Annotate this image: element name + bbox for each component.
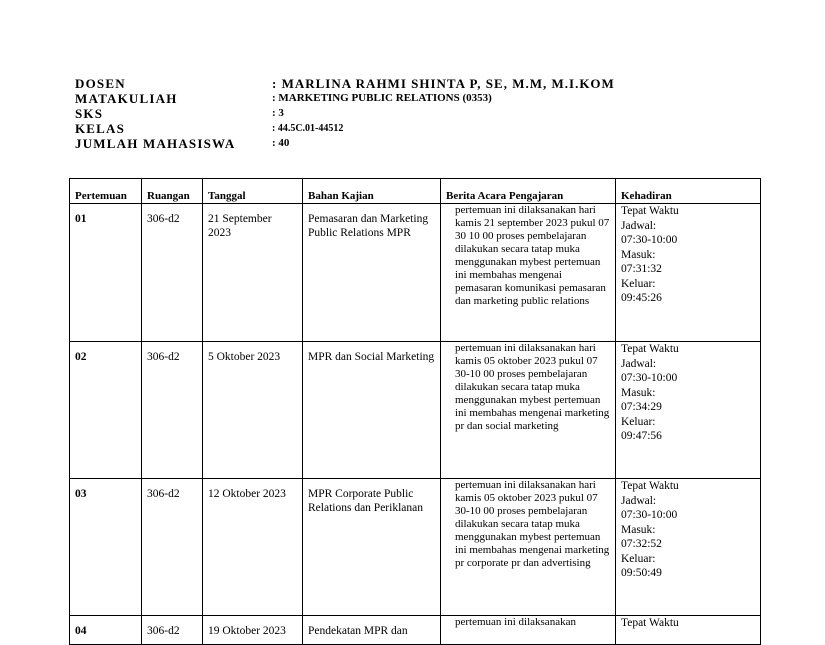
kehadiran-masuk-label: Masuk: [621,523,656,536]
column-header-pertemuan: Pertemuan [70,179,142,204]
header-value: : 40 [272,137,290,149]
attendance-table [69,178,761,645]
cell-kehadiran [616,204,761,342]
header-row-sks [75,106,615,121]
cell-bahan-kajian: Pendekatan MPR dan [303,616,441,645]
table-row [70,479,761,616]
cell-tanggal: 5 Oktober 2023 [203,342,303,479]
cell-bahan-kajian: MPR dan Social Marketing [303,342,441,479]
column-header-tanggal: Tanggal [203,179,303,204]
column-header-kehadiran: Kehadiran [616,179,761,204]
kehadiran-jadwal-label: Jadwal: [621,357,657,370]
header-row-dosen [75,76,615,91]
table-header-row [70,179,761,204]
cell-berita-acara: pertemuan ini dilaksanakan hari kamis 05 oktober 2023 pukul 07 30-10 00 proses pembelajaran dilakukan secara tatap muka menggunakan mybest pertemuan ini membahas mengenai marketing pr dan social marketing [441,342,616,479]
kehadiran-masuk-label: Masuk: [621,248,656,261]
header-value: : MARKETING PUBLIC RELATIONS (0353) [272,92,492,104]
header-value: : 3 [272,107,284,119]
kehadiran-keluar-label: Keluar: [621,415,656,428]
kehadiran-status: Tepat Waktu [621,617,679,629]
header-row-matakuliah [75,91,615,106]
cell-ruangan: 306-d2 [142,204,203,342]
header-label: SKS [75,106,104,121]
cell-berita-acara: pertemuan ini dilaksanakan [441,616,616,645]
cell-kehadiran [616,616,761,645]
cell-berita-acara: pertemuan ini dilaksanakan hari kamis 05 oktober 2023 pukul 07 30-10 00 proses pembelajaran dilakukan secara tatap muka menggunakan mybest pertemuan ini membahas mengenai marketing pr corporate pr dan advertising [441,479,616,616]
cell-tanggal: 21 September 2023 [203,204,303,342]
table-row [70,616,761,645]
kehadiran-jadwal-value: 07:30-10:00 [621,234,678,246]
header-value: : MARLINA RAHMI SHINTA P, SE, M.M, M.I.KOM [272,76,615,91]
header-label: MATAKULIAH [75,91,178,106]
kehadiran-jadwal-label: Jadwal: [621,219,657,232]
table-row [70,342,761,479]
cell-pertemuan: 03 [70,479,142,616]
column-header-ruangan: Ruangan [142,179,203,204]
cell-pertemuan: 02 [70,342,142,479]
header-label: KELAS [75,121,126,136]
kehadiran-masuk-value: 07:34:29 [621,401,662,413]
cell-pertemuan: 04 [70,616,142,645]
cell-ruangan: 306-d2 [142,616,203,645]
cell-bahan-kajian: MPR Corporate Public Relations dan Periklanan [303,479,441,616]
cell-ruangan: 306-d2 [142,479,203,616]
kehadiran-status: Tepat Waktu [621,480,679,492]
header-row-kelas [75,121,615,136]
course-header [75,76,615,151]
kehadiran-keluar-label: Keluar: [621,277,656,290]
cell-berita-acara: pertemuan ini dilaksanakan hari kamis 21 september 2023 pukul 07 30 10 00 proses pembelajaran dilakukan secara tatap muka menggunakan mybest pertemuan ini membahas mengenai pemasaran komunikasi pemasaran dan marketing public relations [441,204,616,342]
cell-pertemuan: 01 [70,204,142,342]
kehadiran-status: Tepat Waktu [621,343,679,355]
header-value: : 44.5C.01-44512 [272,123,344,134]
kehadiran-jadwal-label: Jadwal: [621,494,657,507]
cell-kehadiran [616,479,761,616]
kehadiran-status: Tepat Waktu [621,205,679,217]
column-header-bahan-kajian: Bahan Kajian [303,179,441,204]
kehadiran-masuk-label: Masuk: [621,386,656,399]
column-header-berita-acara: Berita Acara Pengajaran [441,179,616,204]
cell-tanggal: 12 Oktober 2023 [203,479,303,616]
table-row [70,204,761,342]
header-label: DOSEN [75,76,126,91]
kehadiran-masuk-value: 07:32:52 [621,538,662,550]
kehadiran-jadwal-value: 07:30-10:00 [621,372,678,384]
kehadiran-keluar-value: 09:47:56 [621,430,662,442]
kehadiran-keluar-label: Keluar: [621,552,656,565]
cell-tanggal: 19 Oktober 2023 [203,616,303,645]
cell-ruangan: 306-d2 [142,342,203,479]
cell-kehadiran [616,342,761,479]
cell-bahan-kajian: Pemasaran dan Marketing Public Relations MPR [303,204,441,342]
header-row-jumlah-mahasiswa [75,136,615,151]
kehadiran-masuk-value: 07:31:32 [621,263,662,275]
header-label: JUMLAH MAHASISWA [75,136,236,151]
kehadiran-jadwal-value: 07:30-10:00 [621,509,678,521]
kehadiran-keluar-value: 09:50:49 [621,567,662,579]
kehadiran-keluar-value: 09:45:26 [621,292,662,304]
